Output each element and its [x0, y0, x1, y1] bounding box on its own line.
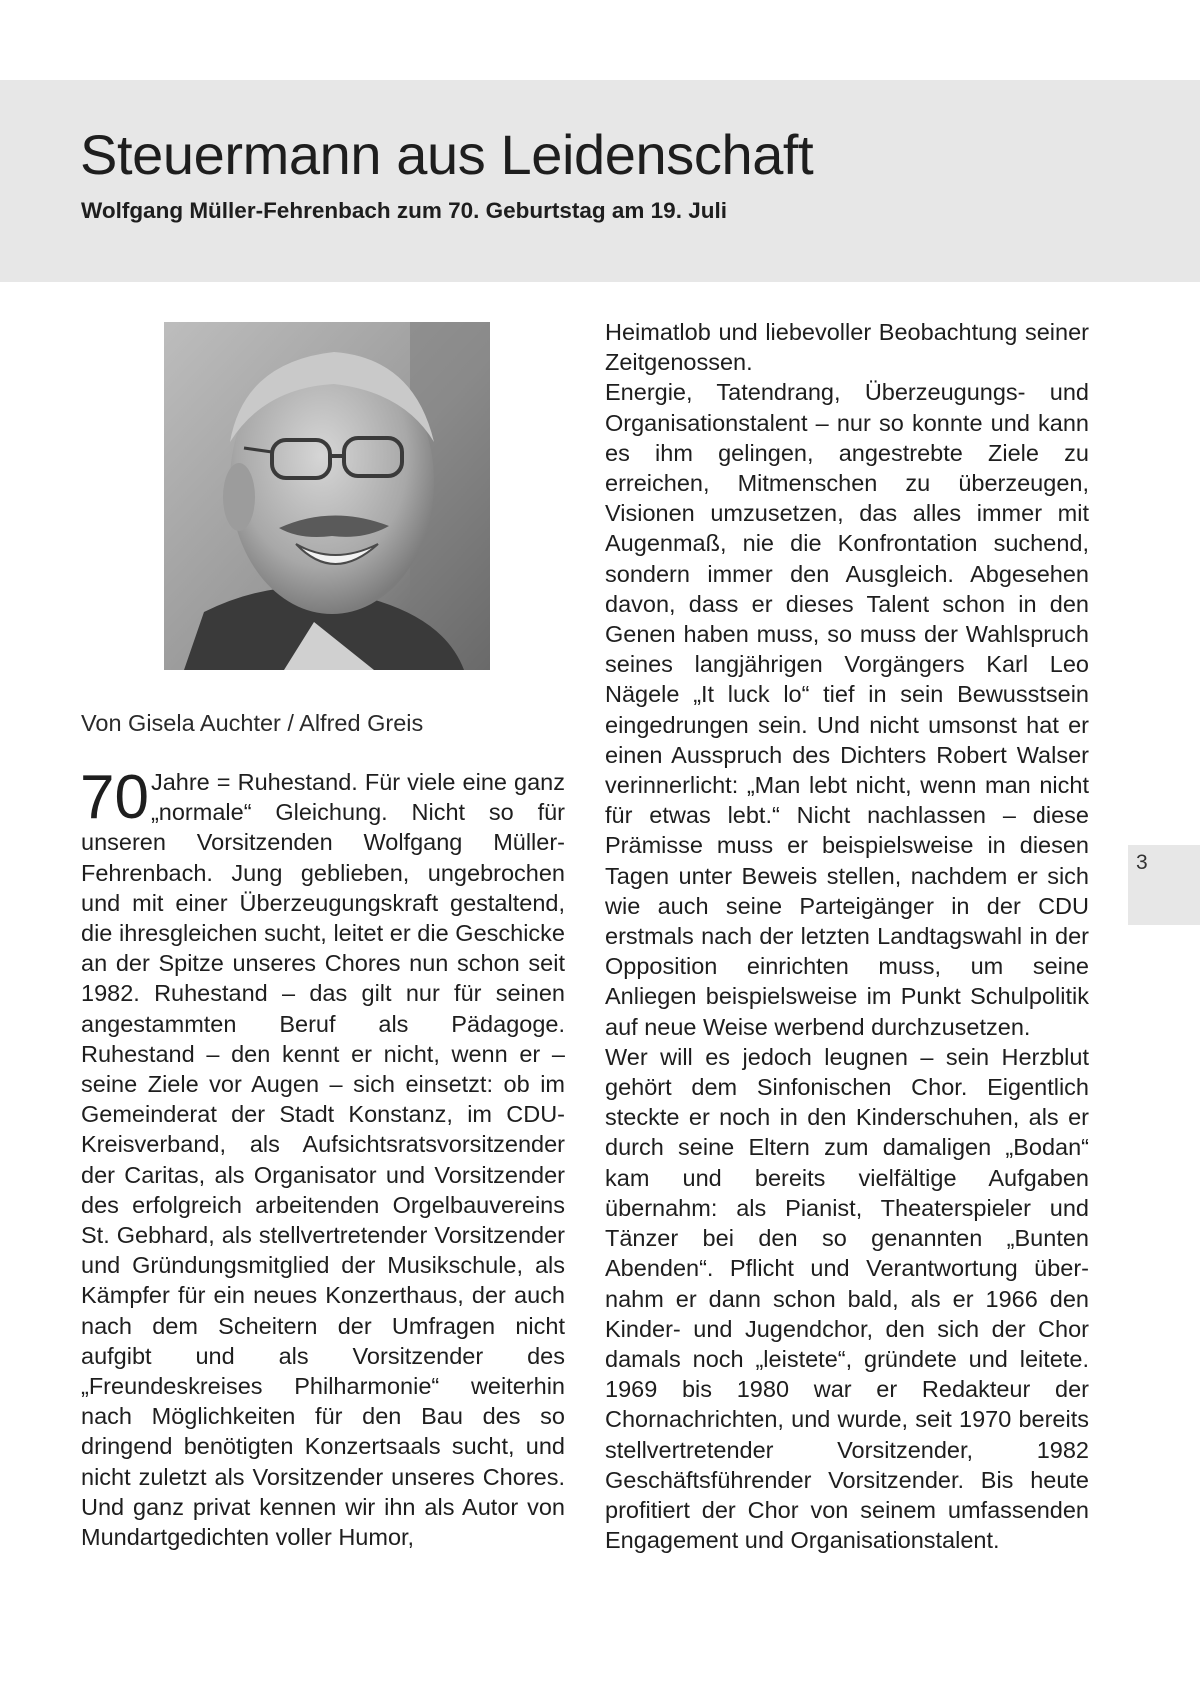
dropcap: 70 [80, 763, 149, 832]
article-subtitle: Wolfgang Müller-Fehrenbach zum 70. Geburtstag am 19. Juli [81, 198, 727, 223]
body-paragraph: Energie, Tatendrang, Überzeugungs- und Organisationstalent – nur so konnte und kann es ihm gelingen, angestrebte Ziele zu erreichen, Mitmenschen zu überzeugen, Visionen umzusetzen, das alles immer mit Augenmaß, nie die Konfrontation suchend, sondern immer den Ausgleich. Abgesehen davon, dass er dieses Talent schon in den Genen haben muss, so muss der Wahlspruch seines langjährigen Vorgängers Karl Leo Nägele „It luck lo“ tief in sein Bewusstsein eingedrungen sein. Und nicht umsonst hat er einen Ausspruch des Dichters Robert Walser verinnerlicht: „Man lebt nicht, wenn man nicht für etwas lebt.“ Nicht nachlassen – diese Prämisse muss er beispielsweise in diesen Tagen unter Beweis stellen, nachdem er sich wie auch seine Parteigänger in der CDU erstmals nach der letzten Landtagswahl in der Opposition einrichten muss, um seine Anliegen beispielsweise im Punkt Schulpolitik auf neue Weise werbend durchzusetzen. [605, 379, 1089, 1040]
article-title: Steuermann aus Leidenschaft [80, 123, 814, 186]
article-column-right [605, 317, 1089, 1555]
article-column-left [80, 763, 565, 1552]
page-tab [1128, 845, 1200, 925]
page-number: 3 [1136, 851, 1148, 874]
body-text: Jahre = Ruhestand. Für viele eine ganz „normale“ Gleichung. Nicht so für unseren Vorsitzenden Wolfgang Müller-Fehrenbach. Jung geblieben, ungebrochen und mit einer Überzeugungskraft gestaltend, die ihresgleichen sucht, leitet er die Geschicke an der Spitze unseres Chores nun schon seit 1982. Ruhestand – das gilt nur für seinen angestammten Beruf als Pädagoge. Ruhestand – den kennt er nicht, wenn er – seine Ziele vor Augen – sich einsetzt: ob im Gemeinderat der Stadt Konstanz, im CDU-Kreisverband, als Aufsichtsratsvorsitzender der Caritas, als Organisator und Vorsitzender des erfolgreich arbeitenden Orgelbauvereins St. Gebhard, als stellvertretender Vorsitzender und Gründungsmitglied der Musikschule, als Kämpfer für ein neues Konzerthaus, der auch nach dem Scheitern der Umfragen nicht aufgibt und als Vorsitzender des „Freundeskreises Philharmonie“ weiterhin nach Möglichkeiten für den Bau des so dringend benötigten Konzertsaals sucht, und nicht zuletzt als Vorsitzender unseres Chores. Und ganz privat kennen wir ihn als Autor von Mundartgedichten voller Humor, [81, 769, 565, 1551]
byline: Von Gisela Auchter / Alfred Greis [81, 710, 424, 736]
body-paragraph [80, 763, 565, 1552]
body-paragraph: Heimatlob und liebevoller Beobachtung seiner Zeitgenossen. [605, 319, 1089, 376]
portrait-photo [164, 322, 490, 670]
body-paragraph: Wer will es jedoch leugnen – sein Herzblut gehört dem Sinfonischen Chor. Eigentlich steckte er noch in den Kinderschuhen, als er durch seine Eltern zum damaligen „Bodan“ kam und bereits vielfältige Aufgaben übernahm: als Pianist, Theaterspieler und Tänzer bei den so genannten „Bunten Abenden“. Pflicht und Verantwortung übernahm er dann schon bald, als er 1966 den Kinder- und Jugendchor, den sich der Chor damals noch „leistete“, gründete und leitete. 1969 bis 1980 war er Redakteur der Chornachrichten, und wurde, seit 1970 bereits stellvertretender Vorsitzender, 1982 Geschäftsführender Vorsitzender. Bis heute profitiert der Chor von seinem umfassenden Engagement und Organisationstalent. [605, 1043, 1089, 1554]
